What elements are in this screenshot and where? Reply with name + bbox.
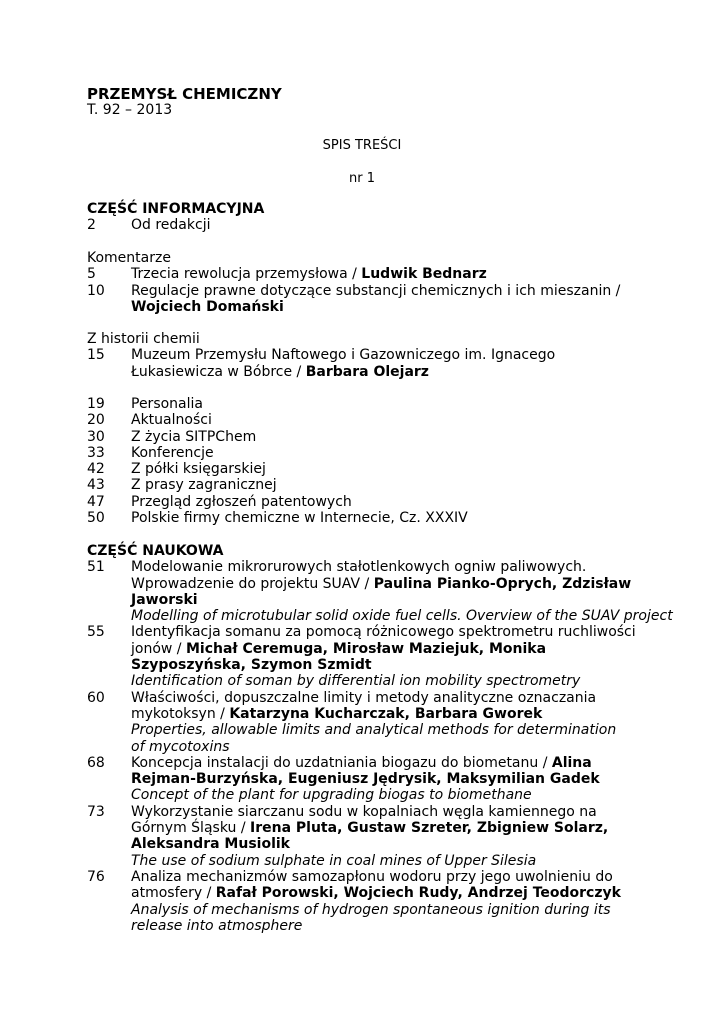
entry-title: Polskie firmy chemiczne w Internecie, Cz. XXXIV	[131, 510, 468, 527]
article-entry	[87, 559, 687, 608]
list-item	[87, 412, 687, 428]
list-item	[87, 477, 687, 493]
article-authors: Irena Pluta, Gustaw Szreter, Zbigniew Solarz, Aleksandra Musiolik	[131, 820, 609, 853]
article-authors: Alina Rejman-Burzyńska, Eugeniusz Jędrysik, Maksymilian Gadek	[131, 754, 600, 788]
entry-title: Personalia	[131, 396, 203, 412]
article-title: Modelowanie mikrorurowych stałotlenkowych ogniw paliwowych. Wprowadzenie do projektu SUAV /	[131, 559, 587, 592]
entry-title: Z półki księgarskiej	[131, 461, 266, 478]
page-number: 55	[87, 624, 105, 641]
toc-entry	[87, 283, 687, 316]
article-english-title: Concept of the plant for upgrading biogas to biomethane	[131, 787, 532, 804]
entry-author: Wojciech Domański	[131, 298, 284, 315]
section-heading: CZĘŚĆ NAUKOWA	[87, 543, 224, 559]
article-entry	[87, 804, 687, 853]
page-number: 5	[87, 266, 96, 283]
page-number: 33	[87, 444, 105, 461]
science-section	[87, 543, 687, 934]
page-number: 68	[87, 754, 105, 771]
article-english-title: The use of sodium sulphate in coal mines of Upper Silesia	[131, 852, 537, 869]
list-item	[87, 429, 687, 445]
journal-header	[87, 86, 687, 119]
article-english-title: Identification of soman by differential ion mobility spectrometry	[131, 673, 581, 690]
article-title: Analiza mechanizmów samozapłonu wodoru przy jego uwolnieniu do atmosfery /	[131, 868, 613, 902]
entry-author: Ludwik Bednarz	[361, 266, 487, 283]
page-number: 15	[87, 347, 105, 364]
list-item	[87, 510, 687, 526]
entry-title: Aktualności	[131, 412, 212, 429]
journal-title: PRZEMYSŁ CHEMICZNY	[87, 85, 282, 103]
article-title: Właściwości, dopuszczalne limity i metody analityczne oznaczania mykotoksyn /	[131, 689, 597, 722]
entry-title: Muzeum Przemysłu Naftowego i Gazowniczego im. Ignacego Łukasiewicza w Bóbrce /	[131, 347, 556, 380]
journal-volume: T. 92 – 2013	[87, 102, 173, 119]
list-item	[87, 461, 687, 477]
entry-title: Przegląd zgłoszeń patentowych	[131, 493, 352, 510]
article-authors: Rafał Porowski, Wojciech Rudy, Andrzej Teodorczyk	[215, 885, 621, 902]
page-number: 42	[87, 461, 105, 478]
toc-entry	[87, 217, 687, 233]
article-english-title: Properties, allowable limits and analytical methods for determination of mycotoxins	[131, 722, 617, 755]
entry-title: Konferencje	[131, 444, 214, 461]
list-item	[87, 396, 687, 412]
page-number: 47	[87, 493, 105, 510]
page-number: 20	[87, 412, 105, 429]
issue-number: nr 1	[349, 171, 375, 186]
page-number: 76	[87, 868, 105, 885]
toc-entry	[87, 347, 687, 380]
entry-title: Od redakcji	[131, 217, 211, 234]
toc-entry	[87, 266, 687, 282]
entry-title: Z życia SITPChem	[131, 428, 257, 445]
page-number: 19	[87, 396, 105, 412]
list-item	[87, 445, 687, 461]
page-number: 73	[87, 803, 105, 820]
article-authors: Paulina Pianko-Oprych, Zdzisław Jaworski	[131, 575, 632, 608]
list-item	[87, 494, 687, 510]
page-number: 10	[87, 282, 105, 299]
article-entry	[87, 869, 687, 902]
page-number: 50	[87, 510, 105, 527]
article-english-title: Analysis of mechanisms of hydrogen spontaneous ignition during its release into atmosphere	[131, 901, 611, 934]
page-number: 2	[87, 217, 96, 234]
article-entry	[87, 624, 687, 673]
komentarze-group	[87, 250, 687, 315]
entry-title: Z prasy zagranicznej	[131, 477, 277, 494]
entry-title: Regulacje prawne dotyczące substancji chemicznych i ich mieszanin /	[131, 282, 621, 299]
toc-title: SPIS TREŚCI	[322, 138, 402, 153]
article-english-title: Modelling of microtubular solid oxide fuel cells. Overview of the SUAV project	[131, 608, 673, 625]
article-entry	[87, 755, 687, 788]
page-number: 51	[87, 559, 105, 576]
sections-list	[87, 396, 687, 526]
entry-title: Trzecia rewolucja przemysłowa /	[131, 266, 362, 283]
article-title: Identyfikacja somanu za pomocą różnicowego spektrometru ruchliwości jonów /	[131, 624, 636, 657]
article-title: Wykorzystanie siarczanu sodu w kopalniach węgla kamiennego na Górnym Śląsku /	[131, 803, 597, 837]
group-heading: Z historii chemii	[87, 331, 200, 347]
page-number: 60	[87, 689, 105, 706]
article-entry	[87, 690, 687, 723]
article-authors: Katarzyna Kucharczak, Barbara Gworek	[229, 705, 543, 722]
group-heading: Komentarze	[87, 250, 171, 266]
section-heading: CZĘŚĆ INFORMACYJNA	[87, 201, 265, 217]
entry-author: Barbara Olejarz	[305, 363, 429, 380]
info-section	[87, 201, 687, 234]
page-number: 43	[87, 477, 105, 494]
page-number: 30	[87, 428, 105, 445]
historia-group	[87, 331, 687, 380]
article-authors: Michał Ceremuga, Mirosław Maziejuk, Monika Szyposzyńska, Szymon Szmidt	[131, 640, 547, 674]
article-title: Koncepcja instalacji do uzdatniania biogazu do biometanu /	[131, 754, 552, 771]
